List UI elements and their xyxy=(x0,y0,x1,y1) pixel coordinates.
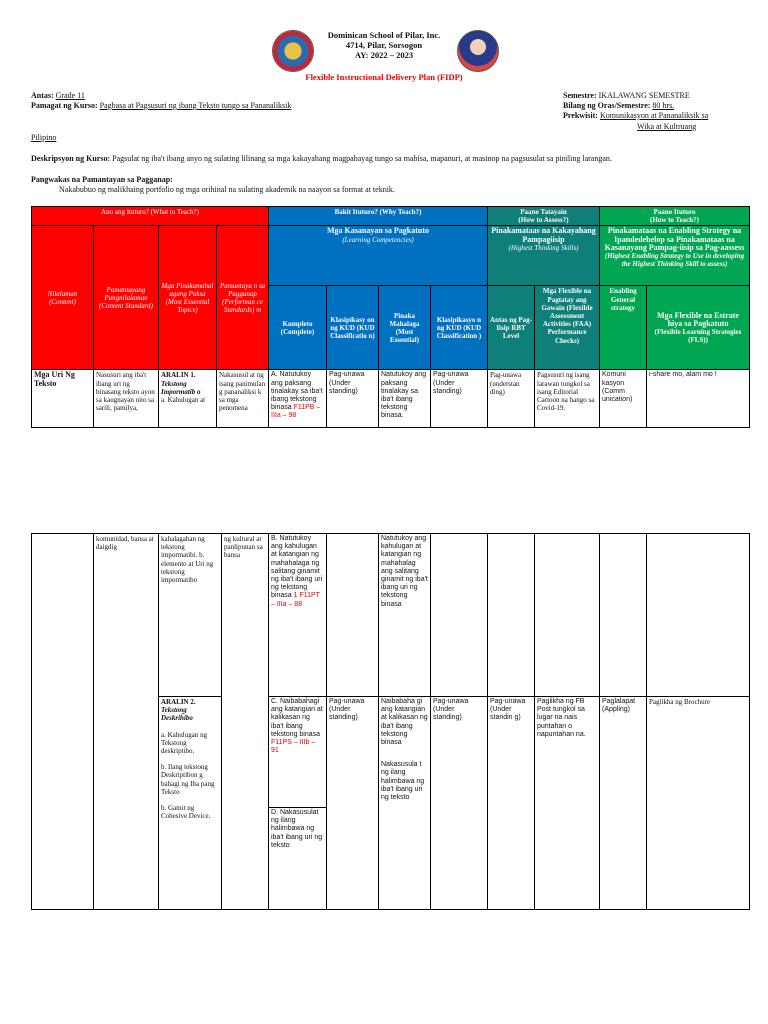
oras-value: 80 hrs. xyxy=(652,101,675,110)
row2-faa-blank xyxy=(535,534,600,697)
pangwakas-label-text: Pangwakas na Pamantayan sa Pagganap: xyxy=(31,175,173,184)
row3-complete-d: D. Nakasusulat ng ilang halimbawa ng iba't ibang uri ng teksto xyxy=(271,809,323,849)
school-header xyxy=(0,30,768,60)
row1-topic-item: a. Kahulugan at xyxy=(161,396,206,405)
row3-faa: Paglikha ng FB Post tungkol sa lugar na nais puntahan o napuntahan na. xyxy=(535,697,600,910)
row1-essential: Natutukoy ang paksang tinalakay sa iba't ibang tekstong binasa. xyxy=(379,370,431,428)
academic-year: AY: 2022 – 2023 xyxy=(354,50,414,60)
how-teach-sub: (How to Teach?) xyxy=(650,216,700,225)
deskripsyon-label: Deskripsyon ng Kurso: xyxy=(31,154,111,163)
row3-topic xyxy=(159,697,222,910)
highest-thinking-en: (Highest Thinking Skills) xyxy=(508,243,579,252)
row3-topic-b: b. Ilang tekstong Deskriptibon g bahagi ng Iba pang Teksto xyxy=(161,763,215,796)
row1-kud2: Pag-unawa (Under standing) xyxy=(431,370,488,428)
how-assess-sub: (How to Assess?) xyxy=(518,216,569,225)
how-assess-header xyxy=(488,207,600,226)
row3-rbt: Pag-unawa (Under standin g) xyxy=(488,697,535,910)
row1-topic-title: ARALIN 1. xyxy=(161,371,196,380)
row3-topic-a: a. Kahulugan ng Tekstong deskriptibo. xyxy=(161,730,208,756)
row2-complete xyxy=(269,534,327,697)
pamagat-line xyxy=(31,101,291,111)
row3-essential-d: Nakasusula t ng ilang halimbawa ng iba't ibang uri ng teksto xyxy=(381,761,425,802)
highest-thinking-title: Pinakamataas na Kakayahang Pampagiisip xyxy=(491,226,596,244)
col-flexible-pagtatay: Mga Flexible na Pagtatay ang Gawain (Flexible Assessment Activities (FAA) Performance Checks) xyxy=(535,286,600,370)
col-kumpleto: Kumpleto (Complete) xyxy=(269,286,327,370)
row2-standard: komunidad, bansa at daigdig xyxy=(94,534,159,910)
row1-topic xyxy=(159,370,217,428)
row3-essential-c: Naibabaha gi ang katangian at kalikasan ng iba't ibang tekstong binasa xyxy=(381,698,428,747)
how-teach-title: Paano Ituturo xyxy=(653,208,696,216)
row2-topic: kahalagahan ng tekstong impormatibi. b. elemento at Uri ng tekstong impormatibo xyxy=(159,534,222,697)
row3-kud1: Pag-unawa (Under standing) xyxy=(327,697,379,910)
row1-content: Mga Uri Ng Teksto xyxy=(32,370,94,428)
semestre-value: IKALAWANG SEMESTRE xyxy=(598,91,690,100)
row3-topic-title: ARALIN 2. xyxy=(161,698,196,706)
pilipino-text: Pilipino xyxy=(31,133,57,142)
row1-enabling: Komuni kasyon (Comm unication) xyxy=(600,370,647,428)
antas-value: Grade 11 xyxy=(55,91,85,100)
enabling-strategy-header xyxy=(600,226,750,286)
row2-complete-code: 1 F11PT – IIIa – 88 xyxy=(271,592,320,608)
prekwisit-value: Komunikasyon at Pananaliksik sa xyxy=(599,111,709,120)
col-pamantayan-pagganap: Pamantaya n sa Pagganap (Performan ce Standards) m xyxy=(217,226,269,370)
col-klasipikasyon-2: Klasipikasyo n ng KUD (KUD Classification ) xyxy=(431,286,488,370)
row2-enabling-blank xyxy=(600,534,647,697)
row1-topic-sub: Tekstong Impormatib o xyxy=(161,379,201,396)
row2-rbt-blank xyxy=(488,534,535,697)
row3-complete-c xyxy=(269,697,326,808)
oras-label: Bilang ng Oras/Semestre: xyxy=(563,101,651,110)
row1-complete-text: A. Natutukoy ang paksang tinalakay sa iba't ibang tekstong binasa xyxy=(271,371,323,412)
prekwisit-value-cont: Wika at Kultruang xyxy=(637,122,697,131)
row1-faa: Pagsusuri ng isang larawan tungkol sa isang Editorial Cartoon na hango sa Covid-19. xyxy=(535,370,600,428)
col-antas-pagiisip: Antas ng Pag-Iisip RBT Level xyxy=(488,286,535,370)
row1-rbt: Pag-unawa (understan ding) xyxy=(488,370,535,428)
competencies-en: (Learning Competencies) xyxy=(342,235,414,244)
how-assess-title: Paano Tatayain xyxy=(520,208,567,216)
col-pinaka-mahalaga: Pinaka Mahalaga (Most Essential) xyxy=(379,286,431,370)
semestre-line xyxy=(563,91,690,101)
oras-line xyxy=(563,101,674,111)
why-teach-header: Bakit Ituturo? (Why Teach?) xyxy=(269,207,488,226)
school-name: Dominican School of Pilar, Inc. xyxy=(327,30,441,40)
enabling-strategy-en: (Highest Enabling Strategy to Use in developing the Highest Thinking Skill to assess) xyxy=(604,252,745,269)
row3-essential xyxy=(379,697,431,910)
pangwakas-value: Nakabubuo ng malikhaing portfolio ng mga orihinal na sulating akademik na naayon sa format at teknik. xyxy=(59,185,395,194)
row2-kud1-blank xyxy=(327,534,379,697)
pangwakas-label xyxy=(31,175,173,185)
fidp-table-bottom xyxy=(31,533,750,910)
col-pamantayang-pangnilalaman: Pamantayang Pangnilalaman (Content Standard) xyxy=(94,226,159,370)
row3-kud2: Pag-unawa (Under standing) xyxy=(431,697,488,910)
row2-essential: Natutukoy ang kahulugan at katangian ng mahahalag ang salitang ginamit ng iba't ibang uri ng tekstong binasa xyxy=(379,534,431,697)
row3-enabling: Paglalapat (Appling) xyxy=(600,697,647,910)
row1-kud1: Pag-unawa (Under standing) xyxy=(327,370,379,428)
highest-thinking-header xyxy=(488,226,600,286)
row2-complete-text: B. Natutukoy ang kahulugan at katangian ng mahahalaga ng salitang ginamit ng iba't ibang uri ng tekstong binasa xyxy=(271,535,323,600)
antas-line xyxy=(31,91,85,101)
row3-fls: Paglikha ng Brochure xyxy=(647,697,750,910)
row3-complete xyxy=(269,697,327,910)
row3-complete-c-code: F11PS – IIIb – 91 xyxy=(271,739,316,755)
enabling-strategy-title: Pinakamataas na Enabling Strategy na Ipandedebelop sa Pinakamataas na Kasanayang Pampag-iisip sa Pag-aassess xyxy=(604,226,745,252)
row1-performance: Nakasusul at ng isang panimulan g pananaliksi k sa mga penomena xyxy=(217,370,269,428)
how-teach-header xyxy=(600,207,750,226)
col-pinakamahalagang-paksa: Mga Pinakamahal agang Paksa (Most Essential Topics) xyxy=(159,226,217,370)
row2-performance: ng kultural at panlipunan sa bansa xyxy=(222,534,269,910)
what-to-teach-header: Ano ang Ituturo? (What to Teach?) xyxy=(32,207,269,226)
col-flexible-estratehiya xyxy=(647,286,750,370)
row3-topic-sub: Tekstong Deskriĥibo xyxy=(161,706,193,723)
deskripsyon-value: Pagsulat ng iba't ibang anyo ng sulating lilinang sa mga kakayahang magpahayag tungo sa mabisa, mapanuri, at masinop na pagsusulat sa piniling larangan. xyxy=(112,154,612,163)
prekwisit-label: Prekwisit: xyxy=(563,111,598,120)
col-klasipikasyon-1: Klasipikasy on ng KUD (KUD Classificatio n) xyxy=(327,286,379,370)
row2-content-blank xyxy=(32,534,94,910)
row2-fls-blank xyxy=(647,534,750,697)
col-enabling-general: Enabling General strategy xyxy=(600,286,647,370)
row1-fls: i-share mo, alam mo ! xyxy=(647,370,750,428)
row1-complete xyxy=(269,370,327,428)
semestre-label: Semestre: xyxy=(563,91,597,100)
flexible-estratehiya-en: (Flexible Learning Strategies (FLS)) xyxy=(654,327,742,345)
pamagat-value: Pagbasa at Pagsusuri ng ibang Teksto tungo sa Pananaliksik xyxy=(99,101,292,110)
antas-label: Antas: xyxy=(31,91,54,100)
prekwisit-line xyxy=(563,111,708,121)
school-address: 4714, Pilar, Sorsogon xyxy=(345,40,423,50)
competencies-title: Mga Kasanayan sa Pagkatuto xyxy=(326,226,429,236)
fidp-table-top xyxy=(31,206,750,428)
row3-topic-c: b. Gamit ng Cohesive Device. xyxy=(161,804,211,821)
deskripsyon-line xyxy=(31,154,751,164)
row1-standard: Nasusuri ang iba't ibang uri ng binasang teksto ayon sa kaugnayan nito sa sarili, pamilya, xyxy=(94,370,159,428)
row2-kud2-blank xyxy=(431,534,488,697)
col-nilalaman: Nilalaman (Content) xyxy=(32,226,94,370)
competencies-header xyxy=(269,226,488,286)
row3-complete-c-text: C. Naibabahagi ang katangian at kalikasan ng iba't ibang tekstong binasa xyxy=(271,698,323,738)
plan-title: Flexible Instructional Delivery Plan (FIDP) xyxy=(305,72,463,82)
pamagat-label: Pamagat ng Kurso: xyxy=(31,101,98,110)
row1-complete-code: F11PB – IIIa – 98 xyxy=(271,404,321,420)
flexible-estratehiya-title: Mga Flexible na Estrate hiya sa Pagkatuto xyxy=(657,310,739,328)
